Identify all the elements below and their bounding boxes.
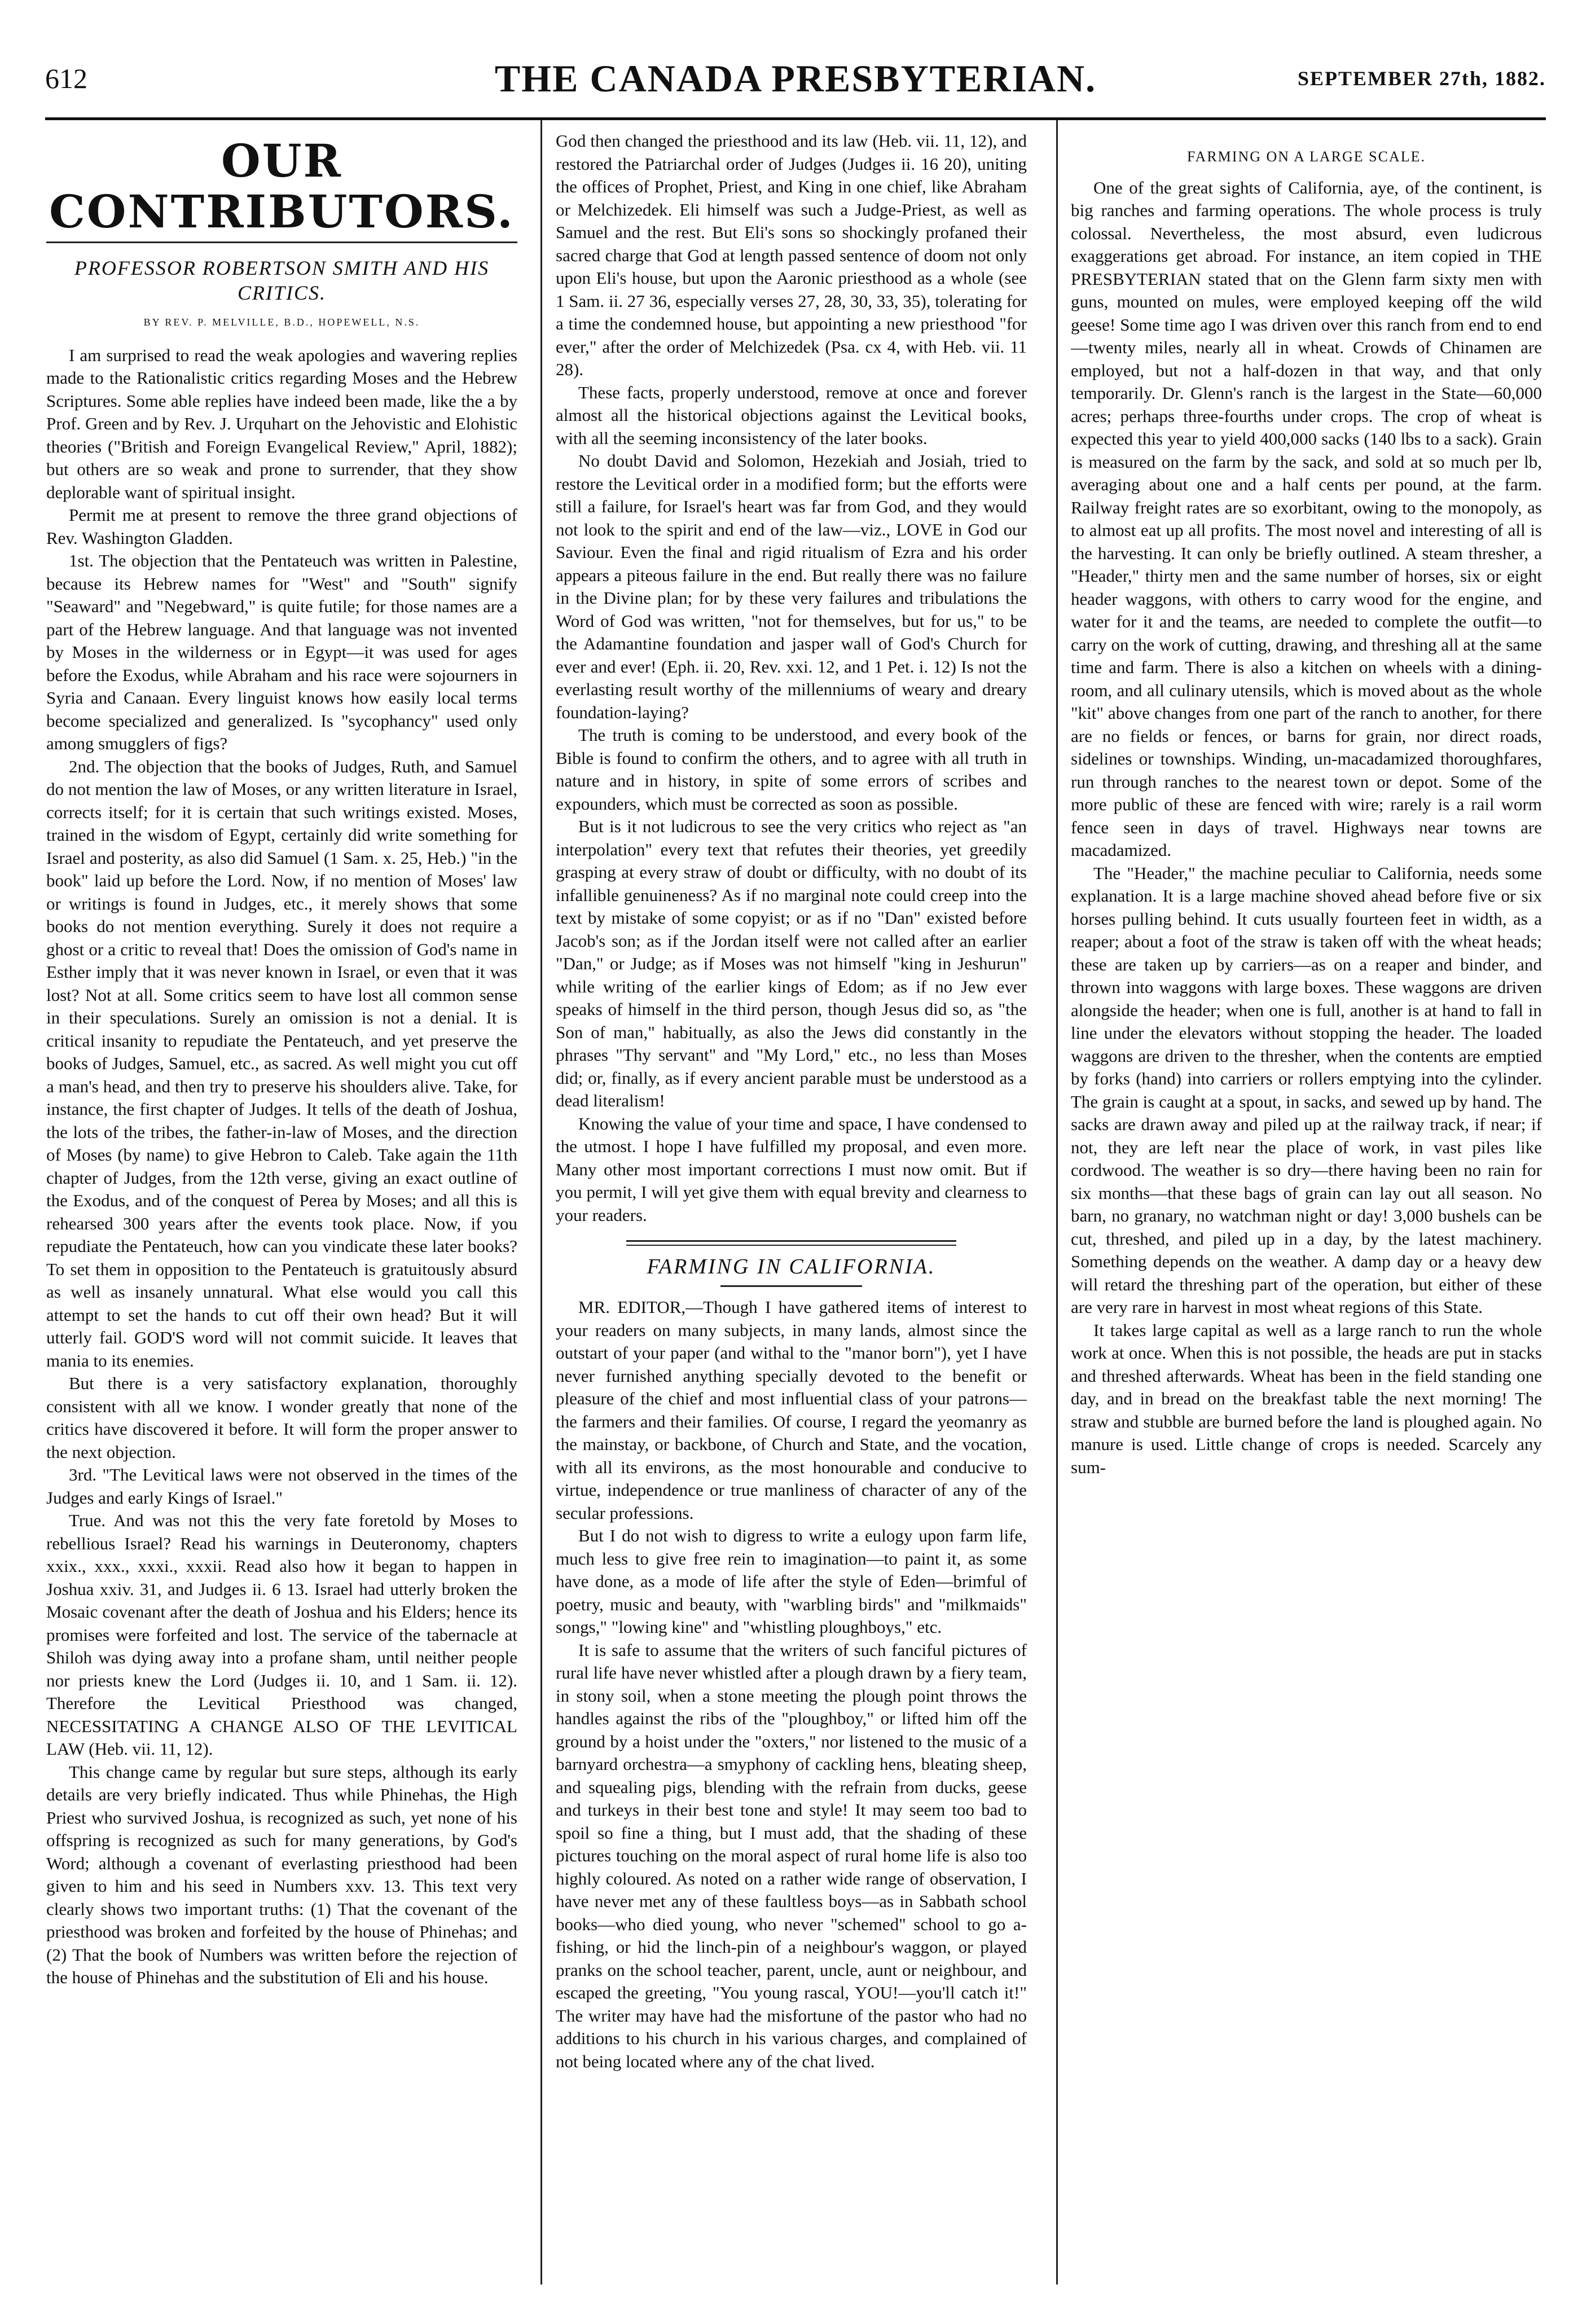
column-2 — [556, 130, 1027, 2279]
newspaper-title: THE CANADA PRESBYTERIAN. — [494, 57, 1097, 100]
column-3 — [1071, 130, 1542, 2279]
article-separator — [626, 1240, 956, 1246]
paragraph: The truth is coming to be understood, and every book of the Bible is found to confirm the others, and to agree with all truth in nature and in history, in spite of some errors of scribes and expounders, which must be corrected as soon as possible. — [556, 725, 1027, 814]
paragraph: Knowing the value of your time and space, I have condensed to the utmost. I hope I have fulfilled my proposal, and even more. Many other most important corrections I must now omit. But if you permit, I will yet give them with equal brevity and clearness to your readers. — [556, 1113, 1027, 1225]
paragraph: This change came by regular but sure steps, although its early details are very briefly indicated. Thus while Phinehas, the High Priest who survived Joshua, is recognized as such, yet none of his offspring is recognized as such for many generations, by God's Word; although a covenant of everlasting priesthood had been given to him and his seed in Numbers xxv. 13. This text very clearly shows two important truths: (1) That the covenant of the priesthood was broken and forfeited by the house of Phinehas; and (2) That the book of Numbers was written before the rejection of the house of Phinehas and the substitution of Eli and his house. — [46, 1761, 517, 1987]
paragraph: One of the great sights of California, aye, of the continent, is big ranches and farming operations. The whole process is truly colossal. Nevertheless, the most absurd, even ludicrous exaggerations get abroad. For instance, an item copied in THE PRESBYTERIAN stated that on the Glenn farm sixty men with guns, mounted on mules, were employed keeping off the wild geese! Some time ago I was driven over this ranch from end to end—twenty miles, nearly all in wheat. Crowds of Chinamen are employed, but not a half-dozen in that way, and that only temporarily. Dr. Glenn's ranch is the largest in the State—60,000 acres; perhaps three-fourths under crops. The crop of wheat is expected this year to yield 400,000 sacks (140 lbs to a sack). Grain is measured on the farm by the sack, and sold at so much per lb, averaging about one and a half cents per pound, at the farm. Railway freight rates are so exorbitant, owing to the monopoly, as to almost eat up all profits. The most novel and interesting of all is the harvesting. It can only be briefly outlined. A steam thresher, a "Header," thirty men and the same number of horses, six or eight header waggons, with others to carry wood for the engine, and water for it and the teams, are needed to complete the outfit—to carry on the work of cutting, drawing, and threshing all at the same time and farm. There is also a kitchen on wheels with a dining-room, and all culinary utensils, which is moved about as the whole "kit" above changes from one part of the ranch to another, for there are no fields or fences, or barns for grain, nor direct roads, sidelines or townships. Winding, un-macadamized thoroughfares, run through ranches to the nearest town or depot. Some of the more public of these are fenced with wire; rarely is a rail worm fence seen in days of travel. Highways near towns are macadamized. — [1071, 177, 1542, 860]
column-divider — [1056, 120, 1058, 2285]
masthead — [45, 56, 1546, 113]
masthead-rule — [45, 117, 1546, 120]
paragraph: 1st. The objection that the Pentateuch was written in Palestine, because its Hebrew names for "West" and "South" signify "Seaward" and "Negebward," is quite futile; for those names are a part of the Hebrew language. And that language was not invented by Moses in the wilderness or in Egypt—it was used for ages before the Exodus, while Abraham and his race were sojourners in Syria and Canaan. Every linguist knows how easily local terms become specialized and generalized. Is "sycophancy" used only among smugglers of figs? — [46, 551, 517, 753]
paragraph: No doubt David and Solomon, Hezekiah and Josiah, tried to restore the Levitical order in a modified form; but the efforts were still a failure, for Israel's heart was far from God, and they would not look to the spirit and end of the law—viz., LOVE in God our Saviour. Even the final and rigid ritualism of Ezra and his order appears a piteous failure in the end. But really there was no failure in the Divine plan; for by these very failures and tribulations the Word of God was written, "not for themselves, but for us," to be the Adamantine foundation and jasper wall of God's Church for ever and ever! (Eph. ii. 20, Rev. xxi. 12, and 1 Pet. i. 12) Is not the everlasting result worthy of the millenniums of weary and dreary foundation-laying? — [556, 451, 1027, 722]
page-number: 612 — [45, 63, 87, 94]
paragraph: It takes large capital as well as a large ranch to run the whole work at once. When this is not possible, the heads are put in stacks and threshed afterwards. Wheat has been in the field standing one day, and in bread on the breakfast table the next morning! The straw and stubble are burned before the land is ploughed again. No manure is used. Little change of crops is needed. Scarcely any sum- — [1071, 1320, 1542, 1477]
paragraph: I am surprised to read the weak apologies and wavering replies made to the Rationalistic critics regarding Moses and the Hebrew Scriptures. Some able replies have indeed been made, like the a by Prof. Green and by Rev. J. Urquhart on the Jehovistic and Elohistic theories ("British and Foreign Evangelical Review," April, 1882); but others are so weak and prone to surrender, that they show deplorable want of spiritual insight. — [46, 345, 517, 502]
paragraph: MR. EDITOR,—Though I have gathered items of interest to your readers on many subjects, in many lands, almost since the outstart of your paper (and withal to the "manor born"), yet I have never furnished anything specially devoted to the benefit or pleasure of the chief and most influential class of your patrons—the farmers and their families. Of course, I regard the yeomanry as the mainstay, or backbone, of Church and State, and the vocation, with all its environs, as the most honourable and conducive to virtue, independence or true manliness of character of any of the secular professions. — [556, 1297, 1027, 1523]
paragraph: God then changed the priesthood and its law (Heb. vii. 11, 12), and restored the Patriarchal order of Judges (Judges ii. 16 20), uniting the offices of Prophet, Priest, and King in one chief, like Abraham or Melchizedek. Eli himself was such a Judge-Priest, as well as Samuel and the rest. But Eli's sons so shockingly profaned their sacred charge that God at length passed sentence of doom not only upon Eli's house, but upon the Aaronic priesthood as a whole (see 1 Sam. ii. 27 36, especially verses 27, 28, 30, 33, 35), tolerating for a time the condemned house, but appointing a new priesthood "for ever," after the order of Melchizedek (Psa. cx 4, with Heb. vii. 11 28). — [556, 131, 1027, 379]
heading-rule — [46, 241, 517, 243]
paragraph: But is it not ludicrous to see the very critics who reject as "an interpolation" every text that refutes their theories, yet greedily grasping at every straw of doubt or difficulty, with no doubt of its infallible genuineness? As if no marginal note could creep into the text by mistake of some copyist; or as if no "Dan" existed before Jacob's son; as if the Jordan itself were not called after an earlier "Dan," or Judge; as if Moses was not himself "king in Jeshurun" while writing of the earlier kings of Edom; as if no Jew ever speaks of himself in the third person, though Jesus did so, as "the Son of man," habitually, as also the Jews did constantly in the phrases "Thy servant" and "My Lord," etc., no less than Moses did; or, finally, as if every ancient parable must be understood as a dead literalism! — [556, 816, 1027, 1110]
article-byline: BY REV. P. MELVILLE, B.D., HOPEWELL, N.S. — [143, 317, 420, 328]
paragraph: True. And was not this the very fate foretold by Moses to rebellious Israel? Read his warnings in Deuteronomy, chapters xxix., xxx., xxxi., xxxii. Read also how it began to happen in Joshua xxiv. 31, and Judges ii. 6 13. Israel had utterly broken the Mosaic covenant after the death of Joshua and his Elders; hence its promises were forfeited and lost. The service of the tabernacle at Shiloh was dying away into a profane sham, until neither people nor priests knew the Lord (Judges ii. 10, and 1 Sam. ii. 12). Therefore the Levitical Priesthood was changed, NECESSITATING A CHANGE ALSO OF THE LEVITICAL LAW (Heb. vii. 11, 12). — [46, 1510, 517, 1759]
column-divider — [540, 120, 542, 2285]
title-rule — [720, 1285, 862, 1287]
subheading: FARMING ON A LARGE SCALE. — [1187, 148, 1426, 165]
article-title: PROFESSOR ROBERTSON SMITH AND HIS CRITICS. — [74, 257, 490, 304]
article-title: FARMING IN CALIFORNIA. — [647, 1255, 936, 1279]
paragraph: But there is a very satisfactory explanation, thoroughly consistent with all we know. I wonder greatly that none of the critics have discovered it before. It will form the proper answer to the next objection. — [46, 1373, 517, 1462]
issue-date: SEPTEMBER 27th, 1882. — [1297, 67, 1546, 90]
section-heading: OUR CONTRIBUTORS. — [49, 134, 515, 238]
paragraph: But I do not wish to digress to write a eulogy upon farm life, much less to give free rein to imagination—to paint it, as some have done, as a mode of life after the style of Eden—brimful of poetry, music and beauty, with "warbling birds" and "milkmaids" songs," "lowing kine" and "whistling ploughboys," etc. — [556, 1526, 1027, 1637]
paragraph: These facts, properly understood, remove at once and forever almost all the historical objections against the Levitical books, with all the seeming inconsistency of the later books. — [556, 382, 1027, 448]
paragraph: Permit me at present to remove the three grand objections of Rev. Washington Gladden. — [46, 505, 517, 548]
paragraph: It is safe to assume that the writers of such fanciful pictures of rural life have never whistled after a plough drawn by a fiery team, in stony soil, when a stone meeting the plough point throws the handles against the ribs of the "ploughboy," or lifted him off the ground by a hoist under the "oxters," nor listened to the music of a barnyard orchestra—a smyphony of cackling hens, bleating sheep, and squealing pigs, blending with the refrain from ducks, geese and turkeys in their best tone and style! It may seem too bad to spoil so fine a thing, but I must add, that the shading of these pictures touching on the moral aspect of rural home life is also too highly coloured. As noted on a rather wide range of observation, I have never met any of these faultless boys—as in Sabbath school books—who died young, who never "schemed" school to go a-fishing, or hid the linch-pin of a neighbour's waggon, or played pranks on the school teacher, parent, uncle, aunt or neighbour, and escaped the greeting, "You young rascal, YOU!—you'll catch it!" The writer may have had the misfortune of the pastor who had no additions to his church in his various charges, and complained of not being located where any of the chat lived. — [556, 1640, 1027, 2071]
paragraph: 3rd. "The Levitical laws were not observed in the times of the Judges and early Kings of Israel." — [46, 1465, 517, 1508]
paragraph: The "Header," the machine peculiar to California, needs some explanation. It is a large machine shoved ahead before five or six horses pulling behind. It cuts usually fourteen feet in width, as a reaper; about a foot of the straw is taken off with the wheat heads; these are taken up by carriers—as on a reaper and binder, and thrown into waggons with large boxes. These waggons are driven alongside the header; when one is full, another is at hand to fall in line under the elevators without stopping the header. The loaded waggons are driven to the thresher, when the contents are emptied by forks (hand) into carriers or rollers emptying into the cylinder. The grain is caught at a spout, in sacks, and sewed up by hand. The sacks are drawn away and piled up at the railway track, if near; if not, they are left near the place of work, in vast piles like cordwood. The weather is so dry—there having been no rain for six months—that these bags of grain can lay out all season. No barn, no granary, no watchman night or day! 3,000 bushels can be cut, threshed, and piled up in a day, by the latest machinery. Something depends on the weather. A damp day or a heavy dew will retard the threshing part of the operation, but either of these are very rare in harvest in most wheat regions of this State. — [1071, 863, 1542, 1317]
paragraph: 2nd. The objection that the books of Judges, Ruth, and Samuel do not mention the law of Moses, or any written literature in Israel, corrects itself; for it is certain that such writings existed. Moses, trained in the wisdom of Egypt, certainly did write something for Israel and posterity, as also did Samuel (1 Sam. x. 25, Heb.) "in the book" laid up before the Lord. Now, if no mention of Moses' law or writings is found in Judges, etc., it merely shows that some books do not mention everything. Surely it does not require a ghost or a critic to reveal that! Does the omission of God's name in Esther imply that it was never known in Israel, or even that it was lost? Not at all. Some critics seem to have lost all common sense in their speculations. Surely an omission is not a denial. It is critical insanity to repudiate the Pentateuch, and yet preserve the books of Judges, Samuel, etc., as sacred. As well might you cut off a man's head, and then try to preserve his shoulders alive. Take, for instance, the first chapter of Judges. It tells of the death of Joshua, the lots of the tribes, the father-in-law of Moses, and the direction of Moses (by name) to give Hebron to Caleb. Take again the 11th chapter of Judges, from the 12th verse, giving an exact outline of the Exodus, and of the conquest of Perea by Moses; and all this is rehearsed 300 years after the events took place. Now, if you repudiate the Pentateuch, how can you vindicate these later books? To set them in opposition to the Pentateuch is gratuitously absurd as well as insanely unnatural. What else would you call this attempt to set the hands to cut off their own head? But it will utterly fail. GOD'S word will not commit suicide. It leaves that mania to its enemies. — [46, 756, 517, 1370]
column-1 — [46, 130, 517, 2279]
